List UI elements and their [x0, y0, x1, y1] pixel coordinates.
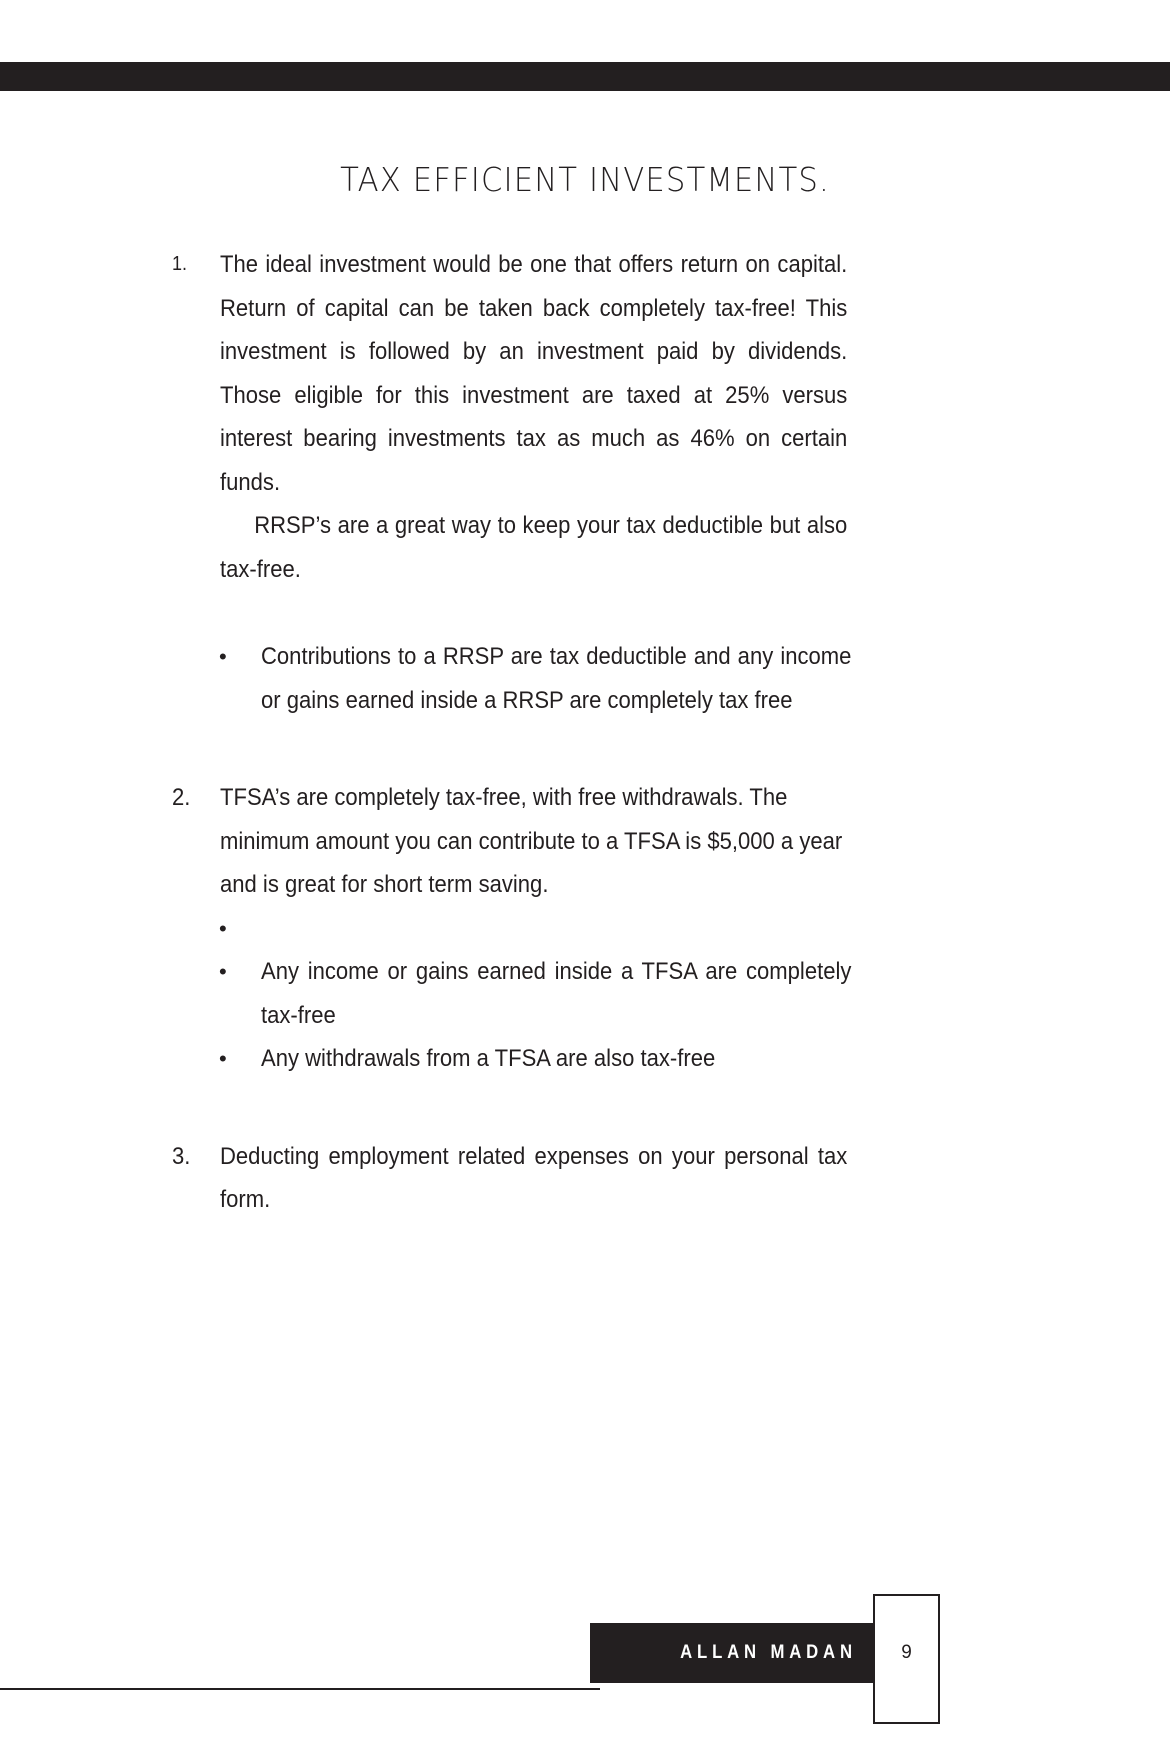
list-marker-1: 1. [172, 253, 188, 275]
bullet-text: Any income or gains earned inside a TFSA are completely tax-free [261, 958, 852, 1029]
list-item [219, 1037, 917, 1081]
bullet-list-tfsa [219, 907, 917, 1081]
list-item [219, 950, 917, 1037]
list-text-3: Deducting employment related expenses on your personal tax form. [220, 1142, 848, 1213]
bullet-text: Any withdrawals from a TFSA are also tax-free [261, 1045, 716, 1072]
page-number: 9 [901, 1642, 912, 1663]
numbered-item-2 [172, 776, 917, 907]
list-marker-3: 3. [172, 1142, 191, 1170]
numbered-item-3 [172, 1135, 917, 1222]
bullet-list-rrsp [219, 635, 917, 722]
numbered-item-1 [172, 243, 917, 591]
spacer [172, 722, 917, 776]
page-title: TAX EFFICIENT INVESTMENTS. [340, 160, 830, 199]
list-item [219, 635, 917, 722]
document-body [172, 243, 917, 1222]
footer-rule [0, 1688, 600, 1690]
list-text-1 [220, 243, 847, 591]
bullet-icon: • [219, 959, 227, 984]
paragraph-1a: The ideal investment would be one that offers return on capital. Return of capital can be taken back completely tax-free! This investment is followed by an investment paid by dividends. Those eligible for this investment are taxed at 25% versus interest bearing investments tax as much as 46% on certain funds. [220, 251, 848, 496]
bullet-text: Contributions to a RRSP are tax deductible and any income or gains earned inside a RRSP are completely tax free [261, 643, 852, 714]
footer-brand-label: ALLAN MADAN [680, 1642, 857, 1663]
bullet-icon: • [219, 644, 227, 669]
footer-brand-bar [590, 1623, 873, 1683]
bullet-icon: • [219, 1046, 227, 1071]
top-decorative-band [0, 62, 1170, 91]
spacer [172, 1081, 917, 1135]
bullet-icon: • [219, 915, 227, 941]
list-marker-2: 2. [172, 784, 191, 811]
bullet-text [261, 907, 851, 951]
paragraph-1b: RRSP’s are a great way to keep your tax deductible but also tax-free. [220, 512, 848, 583]
list-text-2: TFSA’s are completely tax-free, with free withdrawals. The minimum amount you can contribute to a TFSA is $5,000 a year and is great for short term saving. [220, 784, 843, 898]
list-item [219, 907, 917, 951]
